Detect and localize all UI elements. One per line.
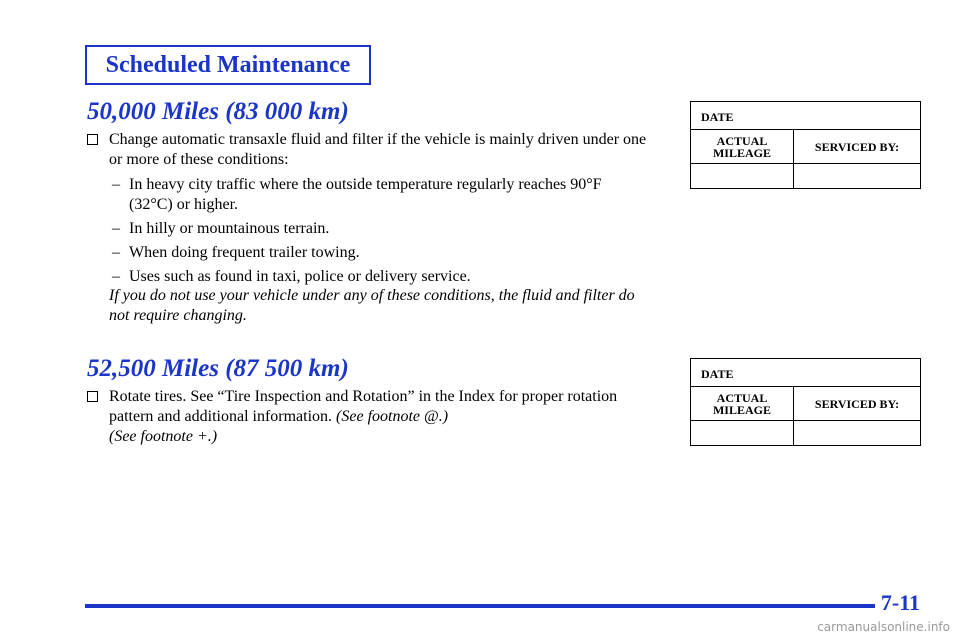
record-serviced-field	[794, 164, 920, 188]
record-mileage-label: ACTUAL MILEAGE	[691, 130, 794, 163]
maintenance-item-text: Rotate tires. See “Tire Inspection and Rotation” in the Index for proper rotation pattern and additional information.	[109, 388, 618, 425]
condition-item: – When doing frequent trailer towing.	[112, 244, 360, 261]
section-header-title: Scheduled Maintenance	[105, 51, 351, 78]
maintenance-item-text: Change automatic transaxle fluid and filter if the vehicle is mainly driven under one or more of these conditions:	[109, 131, 647, 168]
maintenance-item-tire-rotation	[87, 387, 647, 447]
record-serviced-field	[794, 421, 920, 445]
record-mileage-label: ACTUAL MILEAGE	[691, 387, 794, 420]
section-title-50000: 50,000 Miles (83 000 km)	[87, 98, 349, 125]
record-mileage-field	[691, 421, 794, 445]
record-date-label: DATE	[691, 359, 920, 387]
record-mileage-field	[691, 164, 794, 188]
section-title-52500: 52,500 Miles (87 500 km)	[87, 355, 349, 382]
dash-icon: –	[112, 176, 120, 193]
page-number: 7-11	[880, 590, 920, 615]
condition-item: – In heavy city traffic where the outside temperature regularly reaches 90°F (32°C) or higher.	[112, 176, 602, 213]
checkbox-icon	[87, 391, 98, 402]
checkbox-icon	[87, 134, 98, 145]
dash-icon: –	[112, 220, 120, 237]
condition-note: If you do not use your vehicle under any of these conditions, the fluid and filter do not require changing.	[109, 287, 635, 324]
dash-icon: –	[112, 268, 120, 285]
bottom-rule	[85, 604, 875, 608]
conditions-list	[87, 175, 647, 291]
dash-icon: –	[112, 244, 120, 261]
service-record-box-1	[690, 101, 921, 189]
maintenance-item-transaxle	[87, 130, 647, 170]
section-header	[85, 45, 371, 85]
record-serviced-label: SERVICED BY:	[814, 396, 900, 411]
watermark: carmanualsonline.info	[817, 620, 950, 634]
service-record-box-2	[690, 358, 921, 446]
footnote-at: (See footnote @.)	[336, 408, 449, 425]
condition-item: – In hilly or mountainous terrain.	[112, 220, 330, 237]
record-serviced-label: SERVICED BY:	[814, 139, 900, 154]
record-date-label: DATE	[691, 102, 920, 130]
condition-item: – Uses such as found in taxi, police or delivery service.	[112, 268, 471, 285]
footnote-plus: (See footnote +.)	[109, 428, 218, 445]
